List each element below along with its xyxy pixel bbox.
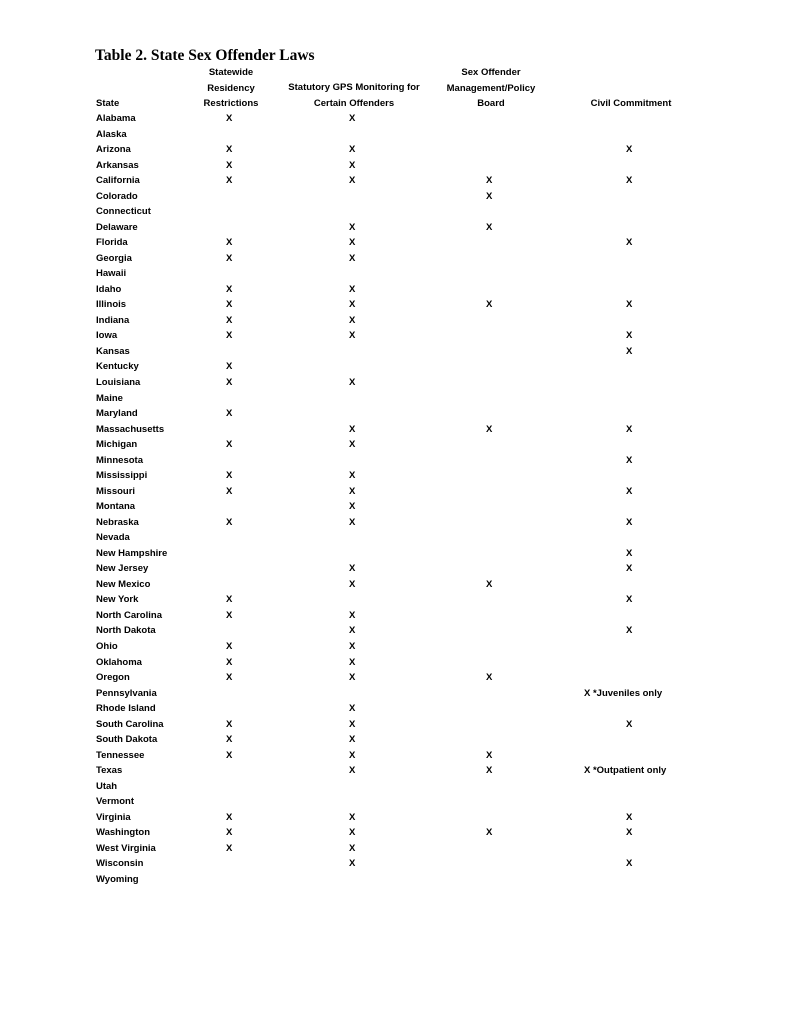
table-row <box>0 297 791 313</box>
residency-cell: X <box>226 299 233 311</box>
state-cell: Colorado <box>96 190 138 202</box>
table-row <box>0 235 791 251</box>
state-cell: Missouri <box>96 485 136 497</box>
state-cell: Georgia <box>96 252 132 264</box>
table-row <box>0 872 791 888</box>
gps-cell: X <box>349 439 356 451</box>
table-row <box>0 391 791 407</box>
header-state: State <box>96 98 120 109</box>
state-cell: California <box>96 175 140 187</box>
header-residency <box>191 65 271 112</box>
gps-cell: X <box>349 811 356 823</box>
board-cell: X <box>486 765 493 777</box>
header-board-line: Sex Offender <box>461 67 521 78</box>
table-row <box>0 111 791 127</box>
table-row <box>0 717 791 733</box>
table-row <box>0 686 791 702</box>
table-row <box>0 499 791 515</box>
civil-commitment-cell: X <box>626 858 633 870</box>
residency-cell: X <box>226 811 233 823</box>
table-row <box>0 142 791 158</box>
gps-cell: X <box>349 656 356 668</box>
civil-commitment-cell: X *Juveniles only <box>584 687 663 699</box>
table-row <box>0 282 791 298</box>
header-board-line: Management/Policy <box>446 82 536 94</box>
table-row <box>0 468 791 484</box>
residency-cell: X <box>226 718 233 730</box>
table-row <box>0 344 791 360</box>
board-cell: X <box>486 423 493 435</box>
table-row <box>0 127 791 143</box>
table-row <box>0 561 791 577</box>
state-cell: Delaware <box>96 221 138 233</box>
table-row <box>0 608 791 624</box>
gps-cell: X <box>349 252 356 264</box>
civil-commitment-cell: X <box>626 625 633 637</box>
civil-commitment-cell: X <box>626 423 633 435</box>
state-cell: Maine <box>96 392 123 404</box>
table-row <box>0 484 791 500</box>
residency-cell: X <box>226 439 233 451</box>
table-row <box>0 437 791 453</box>
gps-cell: X <box>349 749 356 761</box>
state-cell: Oklahoma <box>96 656 142 668</box>
state-cell: Virginia <box>96 811 131 823</box>
state-cell: Louisiana <box>96 377 141 388</box>
state-cell: Kentucky <box>96 361 139 373</box>
state-cell: North Dakota <box>96 625 156 637</box>
page-title: Table 2. State Sex Offender Laws <box>95 47 315 64</box>
state-cell: South Carolina <box>96 718 164 730</box>
table-row <box>0 204 791 220</box>
board-cell: X <box>486 175 493 187</box>
board-cell: X <box>486 221 493 233</box>
state-cell: North Carolina <box>96 609 162 621</box>
residency-cell: X <box>226 330 233 342</box>
header-board-line: Board <box>477 98 505 109</box>
residency-cell: X <box>226 314 233 326</box>
gps-cell: X <box>349 625 356 637</box>
header-gps <box>270 80 438 111</box>
residency-cell: X <box>226 361 233 373</box>
gps-cell: X <box>349 485 356 497</box>
header-residency-line: Restrictions <box>203 98 259 109</box>
residency-cell: X <box>226 252 233 264</box>
table-row <box>0 530 791 546</box>
gps-cell: X <box>349 578 356 590</box>
gps-cell: X <box>349 175 356 187</box>
table-row <box>0 453 791 469</box>
header-board <box>436 65 546 112</box>
residency-cell: X <box>226 749 233 761</box>
gps-cell: X <box>349 734 356 746</box>
residency-cell: X <box>226 516 233 528</box>
state-cell: Michigan <box>96 439 138 451</box>
civil-commitment-cell: X <box>626 175 633 187</box>
header-residency-line: Residency <box>207 82 255 94</box>
civil-commitment-cell: X <box>626 299 633 311</box>
residency-cell: X <box>226 734 233 746</box>
table-row <box>0 592 791 608</box>
residency-cell: X <box>226 609 233 621</box>
header-residency-line: Statewide <box>208 67 254 78</box>
gps-cell: X <box>349 501 356 513</box>
gps-cell: X <box>349 516 356 528</box>
state-cell: Tennessee <box>96 749 145 761</box>
state-cell: Ohio <box>96 641 118 653</box>
gps-cell: X <box>349 858 356 870</box>
header-gps-line: Certain Offenders <box>313 97 395 109</box>
civil-commitment-cell: X <box>626 827 633 839</box>
table-row <box>0 189 791 205</box>
table-row <box>0 546 791 562</box>
gps-cell: X <box>349 377 356 388</box>
table-row <box>0 375 791 391</box>
state-cell: New Hampshire <box>96 547 168 559</box>
civil-commitment-cell: X <box>626 516 633 528</box>
gps-cell: X <box>349 563 356 575</box>
board-cell: X <box>486 672 493 684</box>
state-cell: Florida <box>96 237 128 249</box>
residency-cell: X <box>226 672 233 684</box>
table-row <box>0 841 791 857</box>
state-cell: Vermont <box>96 796 135 808</box>
table-row <box>0 406 791 422</box>
gps-cell: X <box>349 144 356 156</box>
state-cell: South Dakota <box>96 734 158 746</box>
residency-cell: X <box>226 175 233 187</box>
state-cell: Alaska <box>96 128 127 140</box>
state-cell: Arkansas <box>96 159 139 171</box>
state-cell: Iowa <box>96 330 118 342</box>
state-cell: Nevada <box>96 532 130 544</box>
residency-cell: X <box>226 827 233 839</box>
civil-commitment-cell: X <box>626 237 633 249</box>
gps-cell: X <box>349 237 356 249</box>
civil-commitment-cell: X <box>626 547 633 559</box>
gps-cell: X <box>349 314 356 326</box>
state-cell: Connecticut <box>96 206 151 218</box>
state-cell: Texas <box>96 765 123 777</box>
gps-cell: X <box>349 672 356 684</box>
state-cell: Alabama <box>96 113 136 124</box>
state-cell: Wisconsin <box>96 858 144 870</box>
state-cell: Illinois <box>96 299 127 311</box>
civil-commitment-cell: X *Outpatient only <box>584 765 667 777</box>
state-cell: Montana <box>96 501 136 513</box>
table-row <box>0 763 791 779</box>
state-cell: Wyoming <box>96 873 139 885</box>
state-cell: Kansas <box>96 345 130 357</box>
civil-commitment-cell: X <box>626 563 633 575</box>
table-row <box>0 779 791 795</box>
table-row <box>0 701 791 717</box>
gps-cell: X <box>349 641 356 653</box>
gps-cell: X <box>349 283 356 295</box>
board-cell: X <box>486 190 493 202</box>
table-row <box>0 794 791 810</box>
table-row <box>0 220 791 236</box>
civil-commitment-cell: X <box>626 454 633 466</box>
state-cell: Washington <box>96 827 150 839</box>
table-row <box>0 515 791 531</box>
state-cell: Maryland <box>96 408 138 420</box>
gps-cell: X <box>349 609 356 621</box>
state-cell: Mississippi <box>96 470 148 482</box>
table-row <box>0 328 791 344</box>
gps-cell: X <box>349 718 356 730</box>
table-row <box>0 856 791 872</box>
civil-commitment-cell: X <box>626 144 633 156</box>
gps-cell: X <box>349 470 356 482</box>
state-cell: Utah <box>96 780 118 792</box>
gps-cell: X <box>349 113 356 124</box>
residency-cell: X <box>226 237 233 249</box>
table-row <box>0 748 791 764</box>
state-cell: West Virginia <box>96 842 156 854</box>
table-row <box>0 732 791 748</box>
residency-cell: X <box>226 470 233 482</box>
table-row <box>0 359 791 375</box>
residency-cell: X <box>226 283 233 295</box>
board-cell: X <box>486 299 493 311</box>
residency-cell: X <box>226 842 233 854</box>
state-cell: New Mexico <box>96 578 151 590</box>
gps-cell: X <box>349 827 356 839</box>
gps-cell: X <box>349 299 356 311</box>
state-cell: Indiana <box>96 314 130 326</box>
table-row <box>0 623 791 639</box>
gps-cell: X <box>349 765 356 777</box>
civil-commitment-cell: X <box>626 594 633 606</box>
table-row <box>0 158 791 174</box>
board-cell: X <box>486 749 493 761</box>
gps-cell: X <box>349 221 356 233</box>
table-row <box>0 251 791 267</box>
state-cell: Hawaii <box>96 268 127 280</box>
civil-commitment-cell: X <box>626 485 633 497</box>
gps-cell: X <box>349 330 356 342</box>
residency-cell: X <box>226 144 233 156</box>
table-row <box>0 266 791 282</box>
state-cell: New York <box>96 594 139 606</box>
table-row <box>0 670 791 686</box>
state-cell: New Jersey <box>96 563 149 575</box>
state-cell: Minnesota <box>96 454 143 466</box>
residency-cell: X <box>226 641 233 653</box>
table-row <box>0 577 791 593</box>
state-cell: Nebraska <box>96 516 139 528</box>
civil-commitment-cell: X <box>626 718 633 730</box>
table-row <box>0 655 791 671</box>
state-cell: Rhode Island <box>96 703 156 715</box>
table-row <box>0 313 791 329</box>
civil-commitment-cell: X <box>626 345 633 357</box>
gps-cell: X <box>349 842 356 854</box>
residency-cell: X <box>226 159 233 171</box>
state-cell: Pennsylvania <box>96 687 157 699</box>
state-cell: Massachusetts <box>96 423 165 435</box>
residency-cell: X <box>226 377 233 388</box>
table-row <box>0 422 791 438</box>
civil-commitment-cell: X <box>626 811 633 823</box>
gps-cell: X <box>349 423 356 435</box>
state-cell: Oregon <box>96 672 130 684</box>
table-row <box>0 810 791 826</box>
board-cell: X <box>486 578 493 590</box>
residency-cell: X <box>226 113 233 124</box>
residency-cell: X <box>226 656 233 668</box>
header-civil-commitment: Civil Commitment <box>590 98 672 109</box>
board-cell: X <box>486 827 493 839</box>
residency-cell: X <box>226 485 233 497</box>
table-row <box>0 825 791 841</box>
residency-cell: X <box>226 408 233 420</box>
gps-cell: X <box>349 703 356 715</box>
state-cell: Idaho <box>96 283 122 295</box>
table-row <box>0 639 791 655</box>
civil-commitment-cell: X <box>626 330 633 342</box>
header-gps-line: Statutory GPS Monitoring for <box>288 82 420 93</box>
table-row <box>0 173 791 189</box>
residency-cell: X <box>226 594 233 606</box>
gps-cell: X <box>349 159 356 171</box>
state-cell: Arizona <box>96 144 131 156</box>
